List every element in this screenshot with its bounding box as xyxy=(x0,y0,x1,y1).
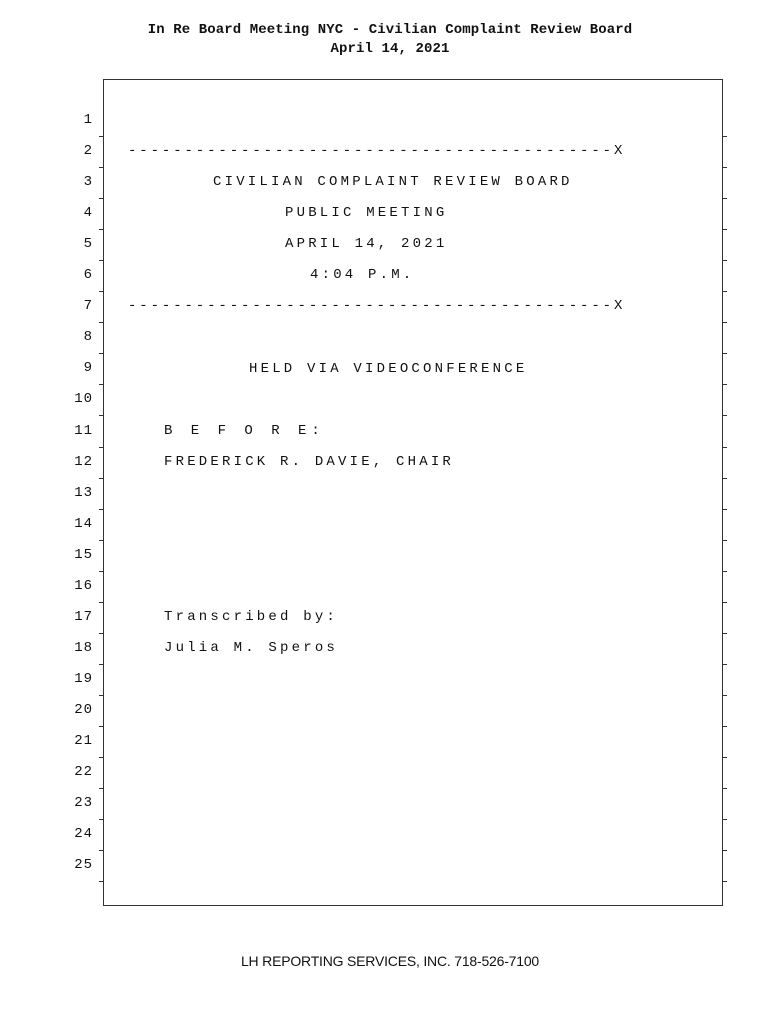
margin-tick-right xyxy=(722,726,727,727)
margin-tick-right xyxy=(722,415,727,416)
margin-tick-right xyxy=(722,509,727,510)
line-number: 14 xyxy=(74,515,93,532)
line-number: 23 xyxy=(74,795,93,812)
margin-tick-right xyxy=(722,167,727,168)
line-number: 24 xyxy=(74,826,93,843)
margin-tick-right xyxy=(722,198,727,199)
margin-tick-left xyxy=(99,819,104,820)
separator-line-top: -------------------------------------------X xyxy=(128,143,626,159)
held-via-text: HELD VIA VIDEOCONFERENCE xyxy=(249,361,528,377)
margin-tick-right xyxy=(722,353,727,354)
line-number: 20 xyxy=(74,701,93,718)
line-number: 9 xyxy=(83,360,93,377)
margin-tick-left xyxy=(99,353,104,354)
margin-tick-right xyxy=(722,478,727,479)
board-name: CIVILIAN COMPLAINT REVIEW BOARD xyxy=(213,174,573,190)
line-number: 25 xyxy=(74,857,93,874)
margin-tick-right xyxy=(722,291,727,292)
meeting-type: PUBLIC MEETING xyxy=(285,205,448,221)
margin-tick-left xyxy=(99,726,104,727)
before-label: B E F O R E: xyxy=(164,423,325,439)
line-number: 3 xyxy=(83,174,93,191)
header-date: April 14, 2021 xyxy=(330,41,450,57)
margin-tick-left xyxy=(99,509,104,510)
line-number: 11 xyxy=(74,422,93,439)
line-number: 15 xyxy=(74,546,93,563)
margin-tick-right xyxy=(722,633,727,634)
margin-tick-left xyxy=(99,447,104,448)
meeting-time: 4:04 P.M. xyxy=(310,267,415,283)
margin-tick-left xyxy=(99,322,104,323)
separator-line-bottom: -------------------------------------------X xyxy=(128,298,626,314)
margin-tick-left xyxy=(99,198,104,199)
line-number: 4 xyxy=(83,205,93,222)
margin-tick-right xyxy=(722,384,727,385)
margin-tick-right xyxy=(722,602,727,603)
margin-tick-right xyxy=(722,322,727,323)
line-number: 10 xyxy=(74,391,93,408)
margin-tick-left xyxy=(99,478,104,479)
margin-tick-left xyxy=(99,384,104,385)
margin-tick-right xyxy=(722,136,727,137)
margin-tick-left xyxy=(99,788,104,789)
line-number: 2 xyxy=(83,143,93,160)
margin-tick-right xyxy=(722,664,727,665)
transcriber-name: Julia M. Speros xyxy=(164,640,339,656)
margin-tick-left xyxy=(99,415,104,416)
header-title: In Re Board Meeting NYC - Civilian Complaint Review Board xyxy=(147,22,633,38)
line-number: 1 xyxy=(83,112,93,128)
margin-tick-right xyxy=(722,260,727,261)
line-number: 7 xyxy=(83,298,93,315)
line-number: 13 xyxy=(74,484,93,501)
margin-tick-left xyxy=(99,571,104,572)
line-number: 16 xyxy=(74,577,93,594)
line-number: 18 xyxy=(74,639,93,656)
margin-tick-left xyxy=(99,602,104,603)
margin-tick-left xyxy=(99,291,104,292)
margin-tick-left xyxy=(99,260,104,261)
line-number: 6 xyxy=(83,267,93,284)
line-number: 22 xyxy=(74,764,93,781)
margin-tick-right xyxy=(722,881,727,882)
margin-tick-left xyxy=(99,850,104,851)
chair-name: FREDERICK R. DAVIE, CHAIR xyxy=(164,454,455,470)
transcript-frame xyxy=(103,79,723,906)
line-number: 19 xyxy=(74,670,93,687)
meeting-date: APRIL 14, 2021 xyxy=(285,236,448,252)
margin-tick-right xyxy=(722,447,727,448)
margin-tick-left xyxy=(99,664,104,665)
margin-tick-left xyxy=(99,757,104,758)
margin-tick-left xyxy=(99,229,104,230)
margin-tick-right xyxy=(722,850,727,851)
line-number: 21 xyxy=(74,733,93,749)
margin-tick-left xyxy=(99,540,104,541)
line-number: 8 xyxy=(83,329,93,346)
margin-tick-right xyxy=(722,571,727,572)
margin-tick-right xyxy=(722,229,727,230)
margin-tick-right xyxy=(722,819,727,820)
line-number: 17 xyxy=(74,608,93,625)
transcribed-by-label: Transcribed by: xyxy=(164,609,339,625)
margin-tick-right xyxy=(722,757,727,758)
margin-tick-right xyxy=(722,695,727,696)
margin-tick-left xyxy=(99,136,104,137)
margin-tick-left xyxy=(99,881,104,882)
page-footer: LH REPORTING SERVICES, INC. 718-526-7100 xyxy=(240,953,540,969)
margin-tick-right xyxy=(722,540,727,541)
page-header xyxy=(0,21,770,59)
line-number: 5 xyxy=(83,236,93,253)
line-number: 12 xyxy=(74,453,93,470)
margin-tick-right xyxy=(722,788,727,789)
margin-tick-left xyxy=(99,633,104,634)
margin-tick-left xyxy=(99,695,104,696)
margin-tick-left xyxy=(99,167,104,168)
